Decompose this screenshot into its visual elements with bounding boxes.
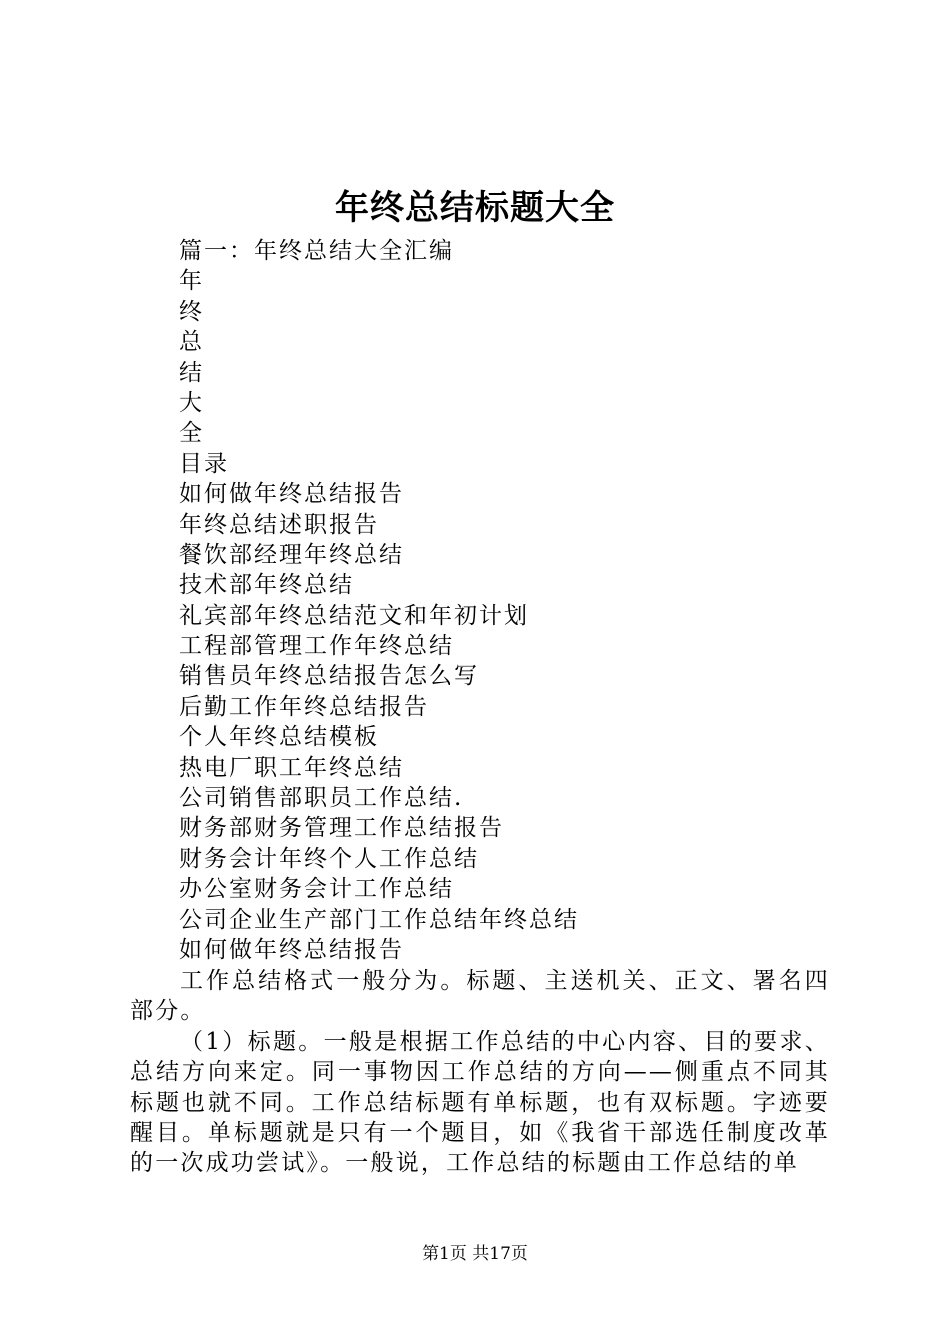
document-title: 年终总结标题大全 [335, 188, 615, 228]
line-item: 个人年终总结模板 [179, 724, 379, 751]
line-item: 餐饮部经理年终总结 [179, 541, 404, 568]
line-item: 如何做年终总结报告 [179, 481, 404, 508]
body-paragraph: 工作总结格式一般分为。标题、主送机关、正文、署名四部分。 [130, 968, 830, 1025]
document-line-list [179, 236, 839, 965]
line-item: 如何做年终总结报告 [179, 936, 404, 963]
line-item: 总 [179, 329, 204, 356]
line-item: 销售员年终总结报告怎么写 [179, 663, 479, 690]
line-item: 财务会计年终个人工作总结 [179, 845, 479, 872]
line-item: 结 [179, 359, 204, 386]
line-item: 年终总结述职报告 [179, 511, 379, 538]
line-item: 公司销售部职员工作总结. [179, 785, 464, 812]
line-item: 财务部财务管理工作总结报告 [179, 815, 504, 842]
line-item: 终 [179, 298, 204, 325]
line-item: 目录 [179, 450, 229, 477]
page-footer: 第1页 共17页 [422, 1244, 528, 1264]
line-item: 技术部年终总结 [179, 572, 354, 599]
line-item: 热电厂职工年终总结 [179, 754, 404, 781]
body-paragraph: （1）标题。一般是根据工作总结的中心内容、目的要求、总结方向来定。同一事物因工作总结的方向——侧重点不同其标题也就不同。工作总结标题有单标题，也有双标题。字迹要醒目。单标题就是只有一个题目，如《我省干部选任制度改革的一次成功尝试》。一般说，工作总结的标题由工作总结的单 [130, 1028, 830, 1177]
line-item: 工程部管理工作年终总结 [179, 633, 454, 660]
line-item: 公司企业生产部门工作总结年终总结 [179, 906, 579, 933]
line-item: 全 [179, 420, 204, 447]
line-item: 篇一：年终总结大全汇编 [179, 238, 454, 264]
document-body [130, 966, 830, 1179]
line-item: 大 [179, 389, 204, 416]
line-item: 年 [179, 268, 204, 295]
line-item: 办公室财务会计工作总结 [179, 876, 454, 903]
line-item: 后勤工作年终总结报告 [179, 693, 429, 720]
line-item: 礼宾部年终总结范文和年初计划 [179, 602, 529, 629]
